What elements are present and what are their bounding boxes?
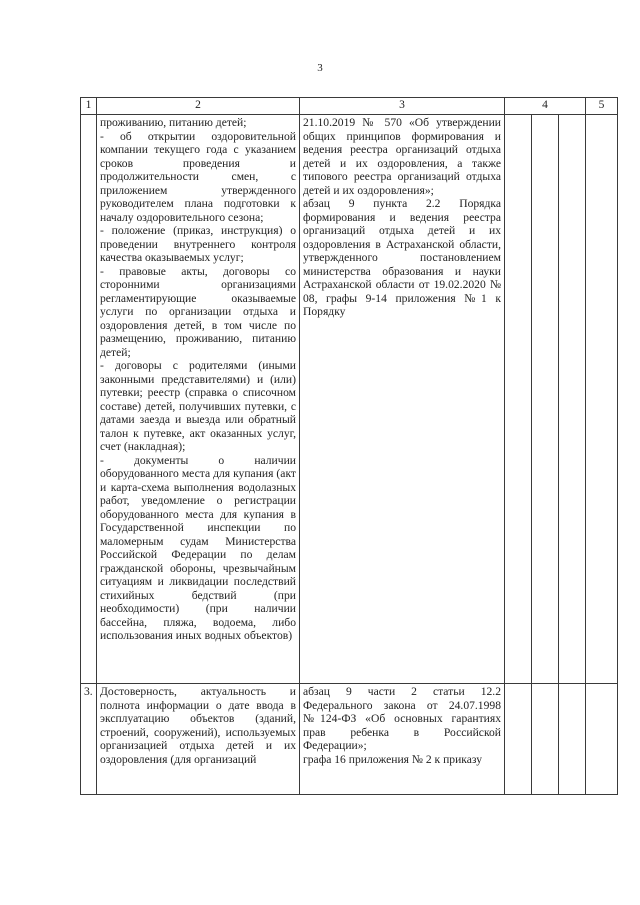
legal-basis-text [300, 115, 505, 684]
page-number: 3 [317, 62, 323, 74]
requirement-line: - об открытии оздоровительной компании текущего года с указанием сроков проведения и продолжительности смен, с приложением утвержденного руководителем плана подготовки к началу оздоровительного сезона; [100, 129, 296, 224]
requirement-line: проживанию, питанию детей; [100, 116, 247, 129]
legal-basis-line: абзац 9 части 2 статьи 12.2 Федерального закона от 24.07.1998 №124-ФЗ «Об основных гарантиях прав ребенка в Российской Федерации»; [303, 685, 501, 752]
requirement-line: - договоры с родителями (иными законными представителями) и (или) путевки; реестр (справка о списочном составе) детей, получивших путевки, с датами заезда и выезда или обратный талон к путевке, акт оказанных услуг, счет (накладная); [100, 359, 296, 453]
legal-basis-text [300, 684, 505, 795]
row-number: 3. [81, 684, 97, 795]
requirements-table [80, 97, 618, 795]
requirement-line: - документы о наличии оборудованного места для купания (акт и карта-схема выполнения водолазных работ, уведомление о регистрации оборудованного места для купания в Государственной инспекции по маломерным судам Министерства Российской Федерации по делам гражданской обороны, чрезвычайным ситуациям и ликвидации последствий стихийных бедствий (при необходимости) (при наличии бассейна, пляжа, водоема, либо использования иных водных объектов) [100, 453, 296, 642]
col4-cell [505, 115, 586, 684]
table-header-row [81, 98, 618, 115]
requirement-line: - положение (приказ, инструкция) о проведении внутреннего контроля качества оказываемых услуг; [100, 224, 296, 264]
requirement-line: - правовые акты, договоры со сторонними организациями регламентирующие оказываемые услуги по организации отдыха и оздоровления детей, в том числе по размещению, проживанию, питанию детей; [100, 264, 296, 359]
legal-basis-line: 21.10.2019 № 570 «Об утверждении общих принципов формирования и ведения реестра организаций отдыха детей и их оздоровления, а также типового реестра организаций отдыха детей и их оздоровления»; [303, 116, 501, 197]
legal-basis-line: графа 16 приложения № 2 к приказу [303, 752, 483, 766]
header-cell-1: 1 [81, 98, 97, 115]
table-row [81, 115, 618, 684]
header-cell-2: 2 [97, 98, 300, 115]
requirement-text [97, 684, 300, 795]
legal-basis-line: абзац 9 пункта 2.2 Порядка формирования и ведения реестра организаций отдыха детей и их оздоровления в Астраханской области, утвержденного постановлением министерства образования и науки Астраханской области от 19.02.2020 № 08, графы 9-14 приложения №1 к Порядку [303, 197, 501, 318]
header-cell-5: 5 [586, 98, 618, 115]
col5-cell [586, 684, 618, 795]
header-cell-3: 3 [300, 98, 505, 115]
row-number [81, 115, 97, 684]
table-row [81, 684, 618, 795]
col4-cell [505, 684, 586, 795]
header-cell-4: 4 [505, 98, 586, 115]
requirement-text [97, 115, 300, 684]
col5-cell [586, 115, 618, 684]
requirement-line: Достоверность, актуальность и полнота информации о дате ввода в эксплуатацию объектов (зданий, строений, сооружений), используемых организацией отдыха детей и их оздоровления (для организаций [100, 685, 296, 766]
